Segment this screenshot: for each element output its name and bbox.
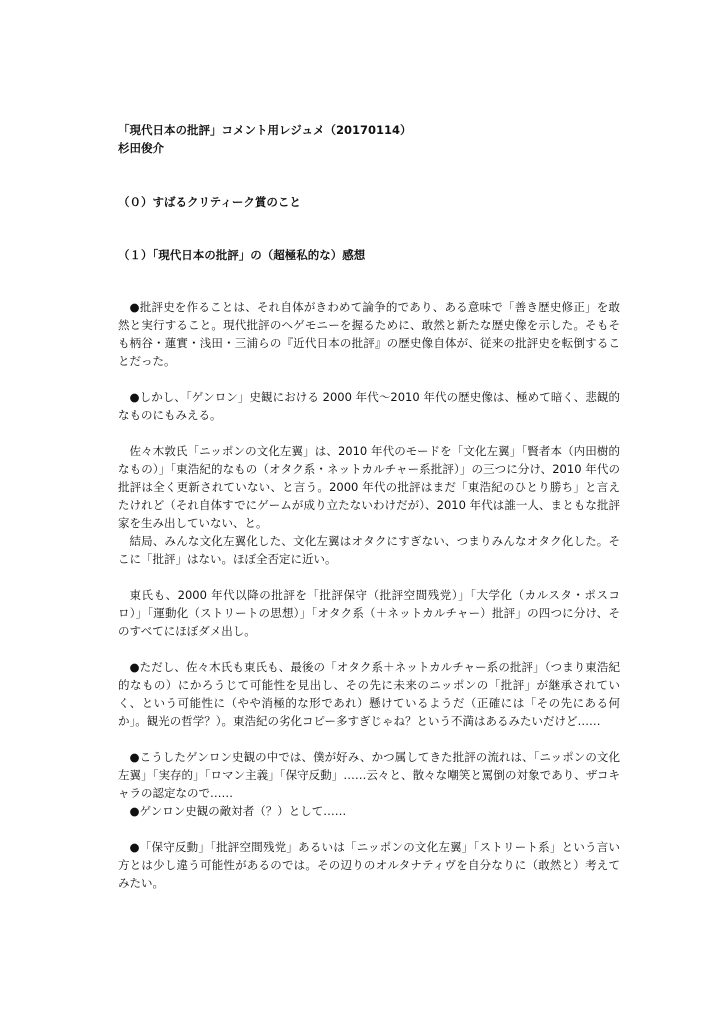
section-heading-1: （１）「現代日本の批評」の（超極私的な）感想 xyxy=(118,248,366,262)
paragraph-conclusion: 結局、みんな文化左翼化した、文化左翼はオタクにすぎない、つまりみんなオタク化した。そこに「批評」はない。ほぼ全否定に近い。 xyxy=(118,534,620,566)
document-header xyxy=(118,121,412,157)
document-title: 「現代日本の批評」コメント用レジュメ（20170114） xyxy=(118,123,412,137)
paragraph-genron-view: ●しかし、「ゲンロン」史観における 2000 年代〜2010 年代の歴史像は、極めて暗く、悲観的なものにもみえる。 xyxy=(118,390,620,422)
document-author: 杉田俊介 xyxy=(118,141,164,155)
paragraph-opponent: ●ゲンロン史観の敵対者（？）として…… xyxy=(129,804,347,818)
paragraph-azuma: 東氏も、2000 年代以降の批評を「批評保守（批評空間残党）」「大学化（カルスタ・ポスコロ）」「運動化（ストリートの思想）」「オタク系（＋ネットカルチャー）批評」の四つに分け、そのすべてにほぼダメ出し。 xyxy=(118,588,620,638)
paragraph-alternative: ●「保守反動」「批評空間残党」あるいは「ニッポンの文化左翼」「ストリート系」という言い方とは少し違う可能性があるのでは。その辺りのオルタナティヴを自分なりに（敢然と）考えてみたい。 xyxy=(118,840,620,890)
document-body xyxy=(118,298,620,892)
paragraph-genron-history: ●こうしたゲンロン史観の中では、僕が好み、かつ属してきた批評の流れは、「ニッポンの文化左翼」「実存的」「ロマン主義」「保守反動」……云々と、散々な嘲笑と罵倒の対象であり、ザコキャラの認定なので…… xyxy=(118,750,620,800)
paragraph-however: ●ただし、佐々木氏も東氏も、最後の「オタク系＋ネットカルチャー系の批評」（つまり東浩紀的なもの）にかろうじて可能性を見出し、その先に未来のニッポンの「批評」が継承されていく、という可能性に（やや消極的な形であれ）懸けているようだ（正確には「その先にある何か」。観光の哲学？）。東浩紀の劣化コピー多すぎじゃね？という不満はあるみたいだけど…… xyxy=(118,660,620,728)
section-heading-0: （０）すばるクリティーク賞のこと xyxy=(118,195,301,209)
paragraph-historiography: ●批評史を作ることは、それ自体がきわめて論争的であり、ある意味で「善き歴史修正」を敢然と実行すること。現代批評のヘゲモニーを握るために、敢然と新たな歴史像を示した。そもそも柄谷・蓮實・浅田・三浦らの『近代日本の批評』の歴史像自体が、従来の批評史を転倒することだった。 xyxy=(118,300,620,368)
paragraph-sasaki: 佐々木敦氏「ニッポンの文化左翼」は、2010 年代のモードを「文化左翼」「賢者本（内田樹的なもの）」「東浩紀的なもの（オタク系・ネットカルチャー系批評）」の三つに分け、2010 年代の批評は全く更新されていない、と言う。2000 年代の批評はまだ「東浩紀のひとり勝ち」と言えたけれど（それ自体すでにゲームが成り立たないわけだが）、2010 年代は誰一人、まともな批評家を生み出していない、と。 xyxy=(118,444,620,530)
